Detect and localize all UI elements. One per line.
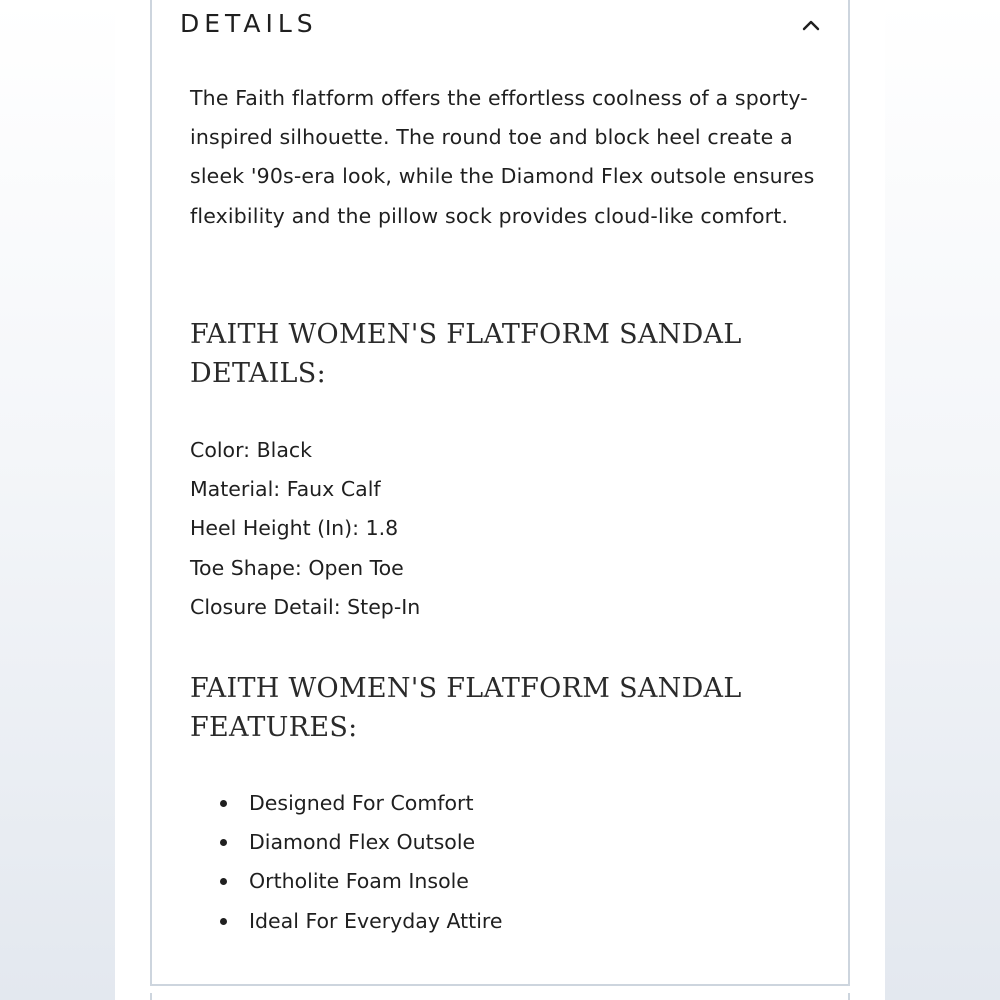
product-page bbox=[115, 0, 885, 1000]
detail-item-color: Color: Black bbox=[190, 438, 313, 462]
bullet-icon bbox=[220, 918, 227, 925]
bullet-icon bbox=[220, 800, 227, 807]
feature-item bbox=[190, 823, 503, 862]
page-right-margin bbox=[885, 0, 1000, 1000]
feature-item bbox=[190, 784, 503, 823]
details-accordion bbox=[150, 0, 850, 986]
chevron-up-icon[interactable] bbox=[800, 14, 822, 36]
product-description: The Faith flatform offers the effortless coolness of a sporty-inspired silhouette. The round toe and block heel create a sleek '90s-era look, while the Diamond Flex outsole ensures flexibility and the pillow sock provides cloud-like comfort. bbox=[190, 86, 815, 228]
bullet-icon bbox=[220, 878, 227, 885]
next-accordion-edge bbox=[150, 993, 850, 1000]
feature-item bbox=[190, 862, 503, 901]
detail-item-heel-height: Heel Height (In): 1.8 bbox=[190, 516, 399, 541]
detail-item-closure: Closure Detail: Step-In bbox=[190, 594, 421, 619]
feature-item-label: Designed For Comfort bbox=[249, 791, 474, 815]
page-left-margin bbox=[0, 0, 115, 1000]
detail-item-toe-shape: Toe Shape: Open Toe bbox=[190, 555, 404, 580]
features-heading: FAITH WOMEN'S FLATFORM SANDAL FEATURES: bbox=[190, 673, 742, 743]
accordion-title: DETAILS bbox=[180, 9, 318, 38]
feature-item bbox=[190, 902, 503, 941]
details-accordion-header[interactable] bbox=[152, 0, 848, 56]
bullet-icon bbox=[220, 839, 227, 846]
feature-item-label: Ortholite Foam Insole bbox=[249, 869, 469, 894]
details-list bbox=[190, 431, 420, 627]
feature-item-label: Ideal For Everyday Attire bbox=[249, 908, 503, 933]
detail-item-material: Material: Faux Calf bbox=[190, 477, 381, 502]
feature-item-label: Diamond Flex Outsole bbox=[249, 830, 476, 855]
details-heading: FAITH WOMEN'S FLATFORM SANDAL DETAILS: bbox=[190, 319, 742, 389]
details-content bbox=[190, 79, 830, 933]
features-list bbox=[190, 784, 503, 941]
